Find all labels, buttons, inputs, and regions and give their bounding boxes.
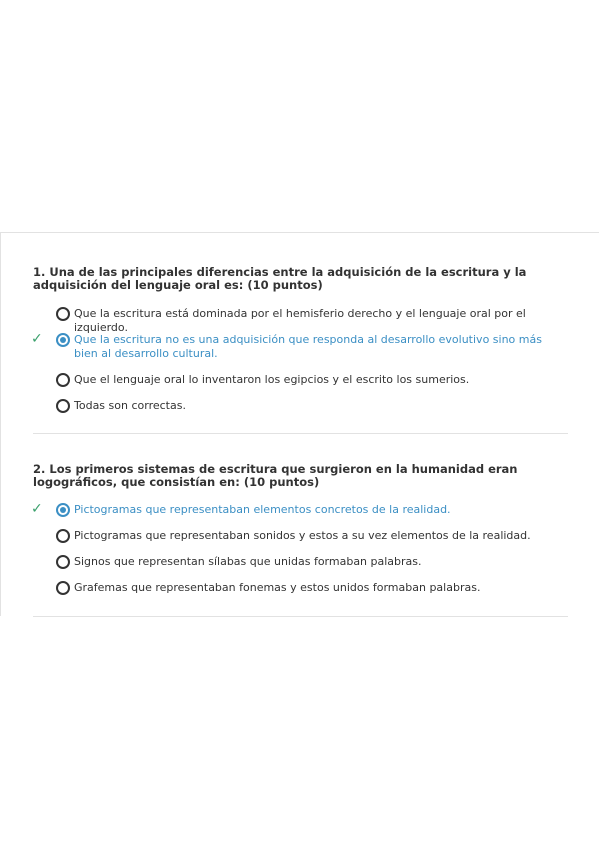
question-divider xyxy=(33,616,568,617)
radio-button-icon[interactable] xyxy=(56,529,70,543)
question-title: 1. Una de las principales diferencias entre la adquisición de la escritura y la adquisición del lenguaje oral es: (10 puntos) xyxy=(33,265,527,292)
option-label: Todas son correctas. xyxy=(74,399,186,412)
question-title: 2. Los primeros sistemas de escritura que surgieron en la humanidad eran logográficos, que consistían en: (10 puntos) xyxy=(33,462,518,489)
option-label: Grafemas que representaban fonemas y estos unidos formaban palabras. xyxy=(74,581,481,594)
radio-button-icon[interactable] xyxy=(56,399,70,413)
option-label: Que el lenguaje oral lo inventaron los egipcios y el escrito los sumerios. xyxy=(74,373,470,386)
option-label: Que la escritura no es una adquisición que responda al desarrollo evolutivo sino más bien al desarrollo cultural. xyxy=(74,333,542,360)
radio-button-icon[interactable] xyxy=(56,333,70,347)
radio-button-icon[interactable] xyxy=(56,581,70,595)
option-label: Pictogramas que representaban sonidos y estos a su vez elementos de la realidad. xyxy=(74,529,531,542)
question-divider xyxy=(33,433,568,434)
radio-button-icon[interactable] xyxy=(56,307,70,321)
radio-button-icon[interactable] xyxy=(56,373,70,387)
radio-button-icon[interactable] xyxy=(56,555,70,569)
question-2 xyxy=(31,462,568,594)
option-label: Que la escritura está dominada por el hemisferio derecho y el lenguaje oral por el izquierdo. xyxy=(74,307,526,334)
option-label: Signos que representan sílabas que unidas formaban palabras. xyxy=(74,555,422,568)
panel-left-border xyxy=(0,232,1,616)
radio-button-icon[interactable] xyxy=(56,503,70,517)
question-1 xyxy=(31,265,568,412)
option-label: Pictogramas que representaban elementos concretos de la realidad. xyxy=(74,503,451,516)
checkmark-icon: ✓ xyxy=(31,331,43,347)
checkmark-icon: ✓ xyxy=(31,501,43,517)
